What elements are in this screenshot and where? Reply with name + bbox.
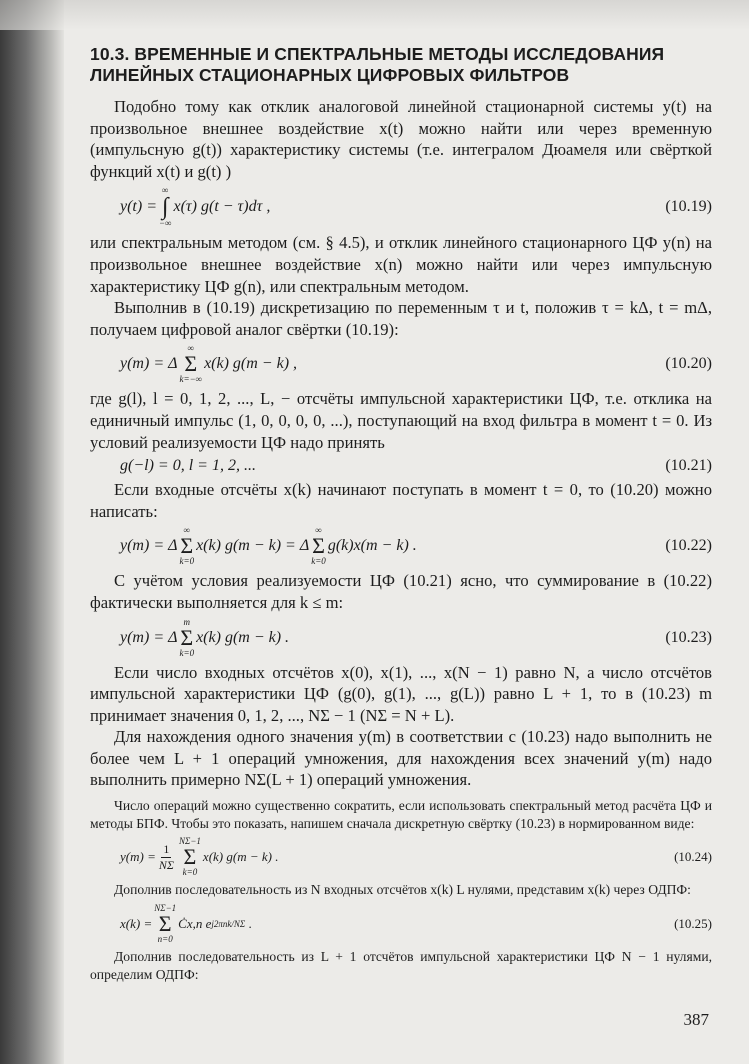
eq-mid: x(k) g(m − k) = Δ bbox=[196, 537, 310, 555]
equation-number: (10.21) bbox=[665, 457, 712, 475]
eq-exp: e bbox=[205, 915, 212, 931]
equation-10-21 bbox=[90, 457, 712, 475]
equation-10-20 bbox=[90, 344, 712, 384]
eq-term: Ċx,n bbox=[178, 915, 203, 931]
paragraph: или спектральным методом (см. § 4.5), и отклик линейного стационарного ЦФ y(n) на произвольное внешнее воздействие x(n) можно найти или через импульсную характеристику ЦФ g(n), или спектральным методом. bbox=[90, 233, 712, 296]
equation-number: (10.23) bbox=[665, 628, 712, 646]
equation-10-22 bbox=[90, 526, 712, 566]
sum-sign: NΣ−1 Σ k=0 bbox=[178, 836, 201, 878]
equation-10-25: x(k) = NΣ−1 Σ n=0 Ċx,n e j2πnk/NΣ . (10.25) bbox=[120, 902, 712, 944]
equation-10-24 bbox=[90, 837, 712, 877]
eq-lhs: y(t) = bbox=[120, 198, 157, 216]
scan-shadow bbox=[0, 0, 749, 30]
fraction: $\frac{1}{N\Sigma}$ bbox=[158, 841, 174, 872]
small-print-block bbox=[90, 797, 712, 984]
eq-lhs: y(m) = Δ bbox=[120, 628, 178, 646]
section-heading: 10.3. ВРЕМЕННЫЕ И СПЕКТРАЛЬНЫЕ МЕТОДЫ ИССЛЕДОВАНИЯ ЛИНЕЙНЫХ СТАЦИОНАРНЫХ ЦИФРОВЫХ ФИЛЬТРОВ bbox=[90, 44, 665, 85]
paragraph: Дополнив последовательность из L + 1 отсчётов импульсной характеристики ЦФ N − 1 нулями, определим ОДПФ: bbox=[90, 948, 712, 982]
eq-rhs: x(k) g(m − k) . bbox=[196, 628, 290, 646]
integral-sign: ∞ ∫ −∞ bbox=[159, 185, 172, 229]
paragraph: Дополнив последовательность из N входных отсчётов x(k) L нулями, представим x(k) через ОДПФ: bbox=[114, 882, 691, 898]
eq-lhs: y(m) = Δ bbox=[120, 355, 178, 373]
paragraph: Если число входных отсчётов x(0), x(1), ..., x(N − 1) равно N, а число отсчётов импульсной характеристики ЦФ (g(0), g(1), ..., g(L)) равно L + 1, то в (10.23) m принимает значения 0, 1, 2, ..., NΣ − 1 (NΣ = N + L). bbox=[90, 662, 712, 725]
paragraph: Подобно тому как отклик аналоговой линейной стационарной системы y(t) на произвольное внешнее воздействие x(t) можно найти или через временную (импульсную g(t)) характеристику системы (т.е. интегралом Дюамеля или свёрткой функций x(t) и g(t) ) bbox=[90, 97, 712, 181]
book-spine-shadow bbox=[0, 0, 64, 1064]
eq-rhs: x(k) g(m − k) , bbox=[204, 355, 298, 373]
sum-sign: ∞ Σ k=0 bbox=[311, 525, 326, 567]
eq-rhs: x(k) g(m − k) . bbox=[202, 849, 279, 865]
equation-10-19 bbox=[90, 186, 712, 228]
eq-text: g(−l) = 0, l = 1, 2, ... bbox=[120, 457, 256, 475]
paragraph: Число операций можно существенно сократить, если использовать спектральный метод расчёта ЦФ и методы БПФ. Чтобы это показать, напишем сначала дискретную свёртку (10.23) в нормированном виде: bbox=[90, 798, 712, 832]
eq-power: j2πnk/NΣ bbox=[211, 918, 246, 929]
equation-10-23 bbox=[90, 618, 712, 658]
paragraph: Для нахождения одного значения y(m) в соответствии с (10.23) надо выполнить не более чем L + 1 операций умножения, для нахождения всех значений y(m) надо выполнить примерно NΣ(L + 1) операций умножения. bbox=[90, 727, 712, 790]
page-content bbox=[90, 44, 712, 984]
equation-number: (10.20) bbox=[665, 355, 712, 373]
sum-sign: NΣ−1 Σ n=0 bbox=[154, 902, 177, 944]
sum-sign: ∞ Σ k=0 bbox=[179, 525, 195, 567]
equation-number: (10.25) bbox=[674, 915, 712, 931]
eq-lhs: y(m) = bbox=[120, 849, 156, 865]
eq-lhs: y(m) = Δ bbox=[120, 537, 178, 555]
paragraph: Если входные отсчёты x(k) начинают поступать в момент t = 0, то (10.20) можно написать: bbox=[90, 480, 712, 521]
page-number: 387 bbox=[683, 1010, 709, 1029]
equation-number: (10.22) bbox=[665, 537, 712, 555]
eq-lhs: x(k) = bbox=[120, 915, 153, 931]
eq-integrand: x(τ) g(t − τ)dτ , bbox=[173, 198, 271, 216]
paragraph: где g(l), l = 0, 1, 2, ..., L, − отсчёты импульсной характеристики ЦФ, т.е. отклика на единичный импульс (1, 0, 0, 0, 0, ...), поступающий на вход фильтра в момент t = 0. Из условий реализуемости ЦФ надо принять bbox=[90, 389, 712, 452]
paragraph: Выполнив в (10.19) дискретизацию по переменным τ и t, положив τ = kΔ, t = mΔ, получаем цифровой аналог свёртки (10.19): bbox=[90, 298, 712, 339]
sum-sign: ∞ Σ k=−∞ bbox=[179, 343, 203, 385]
equation-number: (10.19) bbox=[665, 198, 712, 216]
equation-number: (10.24) bbox=[674, 849, 712, 865]
eq-rhs: g(k)x(m − k) . bbox=[327, 537, 417, 555]
sum-sign: m Σ k=0 bbox=[179, 616, 195, 658]
paragraph: С учётом условия реализуемости ЦФ (10.21) ясно, что суммирование в (10.22) фактически выполняется для k ≤ m: bbox=[90, 571, 712, 612]
